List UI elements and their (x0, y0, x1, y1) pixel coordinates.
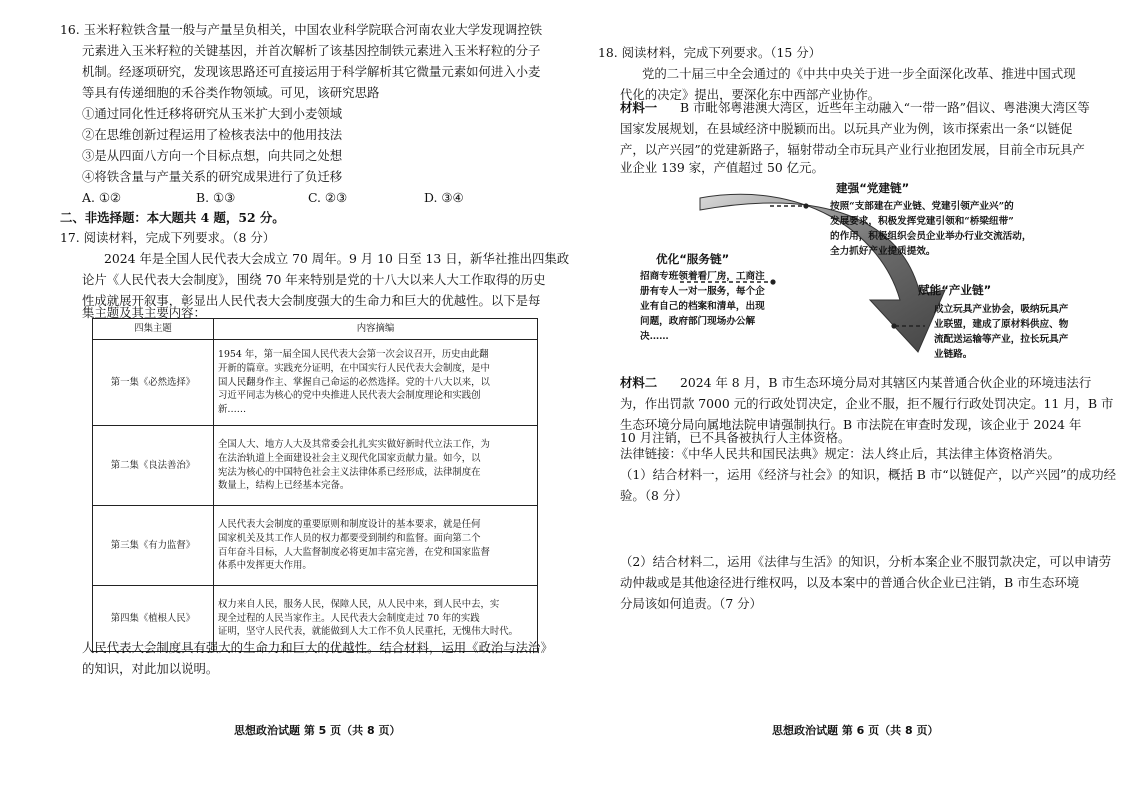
content-line: 国人民翻身作主、掌握自己命运的必然选择。党的十八大以来，以 (218, 376, 490, 388)
sub-question-2: 动仲裁或是其他途径进行维权吗，以及本案中的普通合伙企业已注销，B 市生态环境 (620, 575, 1080, 590)
content-line: 全国人大、地方人大及其常委会扎扎实实做好新时代立法工作，为 (218, 438, 490, 450)
party-chain-text: 的作用，积极组织会员企业举办行业交流活动， (830, 231, 1032, 242)
q17-header: 17. 阅读材料，完成下列要求。（8 分） (60, 230, 276, 245)
content-line: 在法治轨道上全面建设社会主义现代化国家贡献力量。如今，以 (218, 452, 481, 464)
q17-intro-line: 2024 年是全国人民代表大会成立 70 周年。9 月 10 日至 13 日，新华社推出四集政 (104, 251, 570, 266)
service-chain-text: 决…… (640, 331, 669, 342)
table-header: 内容摘编 (214, 319, 538, 340)
industry-chain-text: 成立玩具产业协会，吸纳玩具产 (934, 304, 1069, 315)
episode-content (214, 340, 538, 426)
party-chain-text: 发展要求，积极发挥党建引领和“桥梁纽带” (830, 216, 1014, 227)
service-chain-text: 业有自己的档案和清单，出现 (640, 301, 765, 312)
table-row (93, 340, 538, 426)
q16-option: ④将铁含量与产量关系的研究成果进行了负迁移 (82, 169, 343, 184)
content-line: 体系中发挥更大作用。 (218, 560, 312, 572)
episode-title: 第四集《植根人民》 (93, 586, 214, 652)
content-line: 开新的篇章。实践充分证明，在中国实行人民代表大会制度，是中 (218, 362, 490, 374)
material2-line: 2024 年 8 月，B 市生态环境分局对其辖区内某普通合伙企业的环境违法行 (680, 375, 1092, 390)
q16-line: 16. 玉米籽粒铁含量一般与产量呈负相关，中国农业科学院联合河南农业大学发现调控铁 (60, 22, 543, 37)
q16-line: 机制。经逐项研究，发现该思路还可直接运用于科学解析其它微量元素如何进入小麦 (82, 64, 541, 79)
material2-line: 为，作出罚款 7000 元的行政处罚决定，企业不服，拒不履行行政处罚决定。11 月，B 市 (620, 396, 1114, 411)
sub-question-1: 验。（8 分） (620, 488, 688, 503)
q16-choice-a: A. ①② (82, 190, 122, 205)
episode-content (214, 506, 538, 586)
content-line: 1954 年，第一届全国人民代表大会第一次会议召开，历史由此翻 (218, 349, 489, 360)
content-line: 百年奋斗目标，人大监督制度必将更加丰富完善，在党和国家监督 (218, 546, 490, 558)
q17-table (92, 318, 538, 652)
table-row (93, 506, 538, 586)
connector-dot (770, 279, 775, 284)
content-line: 人民代表大会制度的重要原则和制度设计的基本要求，就是任何 (218, 518, 481, 530)
q16-choice-b: B. ①③ (196, 190, 236, 205)
material2-line: 10 月注销，已不具备被执行人主体资格。 (620, 430, 851, 445)
content-line: 数量上，结构上已经基本完备。 (218, 480, 350, 492)
sub-question-2: 分局该如何追责。（7 分） (620, 596, 762, 611)
service-chain-text: 册有专人一对一服务，每个企 (640, 286, 765, 297)
section-heading: 二、非选择题：本大题共 4 题，52 分。 (60, 210, 285, 225)
industry-chain-text: 流配送运输等产业，拉长玩具产 (934, 334, 1069, 345)
material1-line: 业企业 139 家，产值超过 50 亿元。 (620, 160, 824, 175)
material1-line: 产，以产兴园”的党建新路子，辐射带动全市玩具产业行业抱团发展，目前全市玩具产 (620, 142, 1085, 157)
episode-content (214, 426, 538, 506)
q16-option: ③是从四面八方向一个目标点想，向共同之处想 (82, 148, 343, 163)
content-line: 权力来自人民，服务人民，保障人民，从人民中来，到人民中去，实 (218, 598, 500, 610)
q16-choice-c: C. ②③ (308, 190, 348, 205)
party-chain-label: 建强“党建链” (836, 181, 910, 195)
connector-dot (891, 323, 896, 328)
material2-line: 生态环境分局向属地法院申请强制执行。B 市法院在审查时发现，该企业于 2024 年 (620, 417, 1082, 432)
content-line: 现全过程的人民当家作主。人民代表大会制度走过 70 年的实践 (218, 612, 480, 624)
q17-intro-line: 论片《人民代表大会制度》，围绕 70 年来特别是党的十八大以来人大工作取得的历史 (82, 272, 546, 287)
sub-question-2: （2）结合材料二，运用《法律与生活》的知识，分析本案企业不服罚款决定，可以申请劳 (620, 554, 1112, 569)
episode-title: 第三集《有力监督》 (93, 506, 214, 586)
party-chain-text: 按照“支部建在产业链、党建引领产业兴”的 (830, 201, 1014, 212)
service-chain-label: 优化“服务链” (656, 252, 730, 266)
q18-intro-line: 代化的决定》提出，要深化东中西部产业协作。 (620, 87, 881, 102)
page-footer: 思想政治试题 第 6 页（共 8 页） (772, 724, 939, 737)
connector-dot (803, 203, 808, 208)
page-footer: 思想政治试题 第 5 页（共 8 页） (234, 724, 401, 737)
content-line: 国家机关及其工作人员的权力都要受到制约和监督。面向第二个 (218, 532, 481, 544)
q17-intro-line: 性成就展开叙事，彰显出人民代表大会制度强大的生命力和巨大的优越性。以下是每 (82, 293, 541, 308)
content-line: 证明，坚守人民代表，就能做到人大工作不负人民重托，无愧伟大时代。 (218, 626, 519, 638)
content-line: 习近平同志为核心的党中央推进人民代表大会制度理论和实践创 (218, 390, 481, 402)
industry-chain-label: 赋能“产业链” (918, 283, 992, 297)
episode-title: 第一集《必然选择》 (93, 340, 214, 426)
q18-intro-line: 党的二十届三中全会通过的《中共中央关于进一步全面深化改革、推进中国式现 (642, 66, 1076, 81)
material1-line: 国家发展规划，在县域经济中脱颖而出。以玩具产业为例，该市探索出一条“以链促 (620, 121, 1073, 136)
party-chain-text: 全力抓好产业提质提效。 (830, 246, 936, 257)
table-row (93, 426, 538, 506)
content-line: 新…… (218, 404, 247, 416)
industry-chain-text: 业联盟，建成了原材料供应、物 (934, 319, 1069, 330)
sub-question-1: （1）结合材料一，运用《经济与社会》的知识，概括 B 市“以链促产，以产兴园”的成功经 (620, 467, 1116, 482)
material1-line: B 市毗邻粤港澳大湾区，近些年主动融入“一带一路”倡议、粤港澳大湾区等 (680, 100, 1090, 115)
q17-question-line: 的知识，对此加以说明。 (82, 661, 219, 676)
service-chain-text: 招商专班领着看厂房，工商注 (640, 271, 765, 282)
material2-label: 材料二 (620, 375, 658, 390)
table-header: 四集主题 (93, 319, 214, 340)
q16-line: 等具有传递细胞的禾谷类作物领域。可见，该研究思路 (82, 85, 380, 100)
q18-header: 18. 阅读材料，完成下列要求。（15 分） (598, 45, 822, 60)
content-line: 宪法为核心的中国特色社会主义法律体系已经形成，法律制度在 (218, 466, 481, 478)
q16-option: ②在思维创新过程运用了检核表法中的他用技法 (82, 127, 343, 142)
q17-question-line: 人民代表大会制度具有强大的生命力和巨大的优越性。结合材料，运用《政治与法治》 (82, 640, 553, 655)
q16-line: 元素进入玉米籽粒的关键基因，并首次解析了该基因控制铁元素进入玉米籽粒的分子 (82, 43, 541, 58)
law-link: 法律链接：《中华人民共和国民法典》规定：法人终止后，其法律主体资格消失。 (620, 446, 1060, 461)
material1-label: 材料一 (620, 100, 658, 115)
q17-intro-line: 集主题及其主要内容： (82, 305, 206, 320)
episode-title: 第二集《良法善治》 (93, 426, 214, 506)
q16-choice-d: D. ③④ (424, 190, 464, 205)
service-chain-text: 问题，政府部门现场办公解 (640, 316, 756, 327)
q16-option: ①通过同化性迁移将研究从玉米扩大到小麦领域 (82, 106, 343, 121)
industry-chain-text: 业链路。 (934, 349, 973, 360)
